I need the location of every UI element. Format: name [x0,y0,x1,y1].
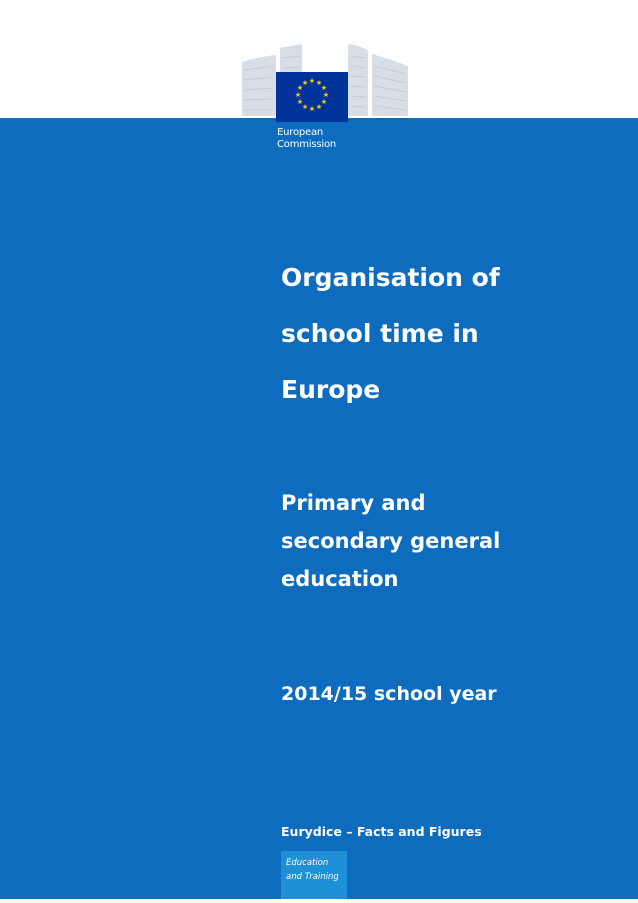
subtitle-line-2: secondary general [281,529,501,553]
logo-line-1: European [277,127,324,138]
series-name: Eurydice – Facts and Figures [281,824,482,839]
logo-line-2: Commission [277,139,337,150]
title-line-1: Organisation of [281,263,500,292]
svg-text:★: ★ [308,105,316,113]
bottom-rule [0,899,638,903]
svg-text:★: ★ [301,79,309,87]
topic-line-2: and Training [286,872,339,882]
school-year: 2014/15 school year [281,683,497,705]
topic-badge [281,851,347,899]
title-line-3: Europe [281,375,381,404]
svg-text:★: ★ [296,84,304,92]
document-title [281,250,621,418]
svg-text:★: ★ [315,79,323,87]
svg-text:★: ★ [320,84,328,92]
svg-text:★: ★ [308,77,316,85]
svg-text:★: ★ [294,91,302,99]
svg-text:★: ★ [296,98,304,106]
european-commission-logo [236,36,412,156]
svg-text:★: ★ [322,91,330,99]
svg-text:★: ★ [315,103,323,111]
subtitle-line-1: Primary and [281,491,426,515]
document-subtitle [281,484,621,598]
topic-line-1: Education [286,858,329,868]
svg-text:★: ★ [320,98,328,106]
svg-text:★: ★ [301,103,309,111]
subtitle-line-3: education [281,567,399,591]
european-commission-label [277,127,336,151]
title-line-2: school time in [281,319,479,348]
